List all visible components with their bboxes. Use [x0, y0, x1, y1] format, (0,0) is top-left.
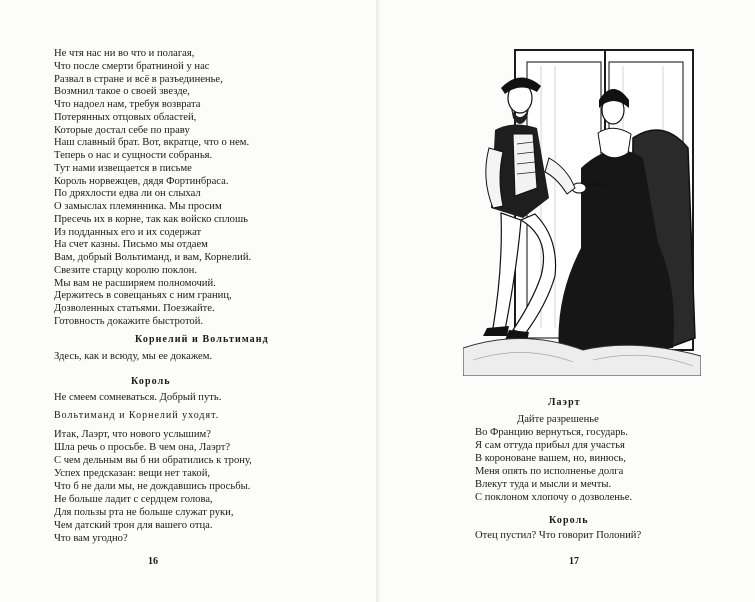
verse-line: Во Францию вернуться, государь. [475, 427, 628, 438]
stage-direction: Вольтиманд и Корнелий уходят. [54, 410, 220, 421]
speaker-name: Король [549, 515, 589, 526]
verse-line: Дайте разрешенье [517, 414, 599, 425]
verse-line: Шла речь о просьбе. В чем она, Лаэрт? [54, 442, 231, 453]
verse-line: С поклоном хлопочу о дозволенье. [475, 492, 633, 503]
illustration-king-and-queen [463, 38, 701, 376]
verse-line: Из подданных его и их содержат [54, 226, 202, 238]
speaker-name: Лаэрт [548, 397, 581, 408]
verse-line: Свезите старцу королю поклон. [54, 264, 197, 276]
verse-line: Потерянных отцовых областей, [54, 111, 197, 123]
verse-line: Успех предсказан: вещи нет такой, [54, 468, 211, 479]
verse-line: В короноване вашем, но, винюсь, [475, 453, 626, 464]
verse-line: На счет казны. Письмо мы отдаем [54, 239, 208, 251]
verse-line: Пресечь их в корне, так как войско сплошь [54, 213, 248, 225]
verse-line: Тут нами извещается в письме [54, 162, 192, 174]
verse-line: Которые достал себе по праву [54, 124, 190, 136]
verse-line: Не чтя нас ни во что и полагая, [54, 48, 195, 59]
verse-line: Готовность докажите быстротой. [54, 315, 204, 327]
page-number: 16 [148, 556, 158, 567]
verse-line: Отец пустил? Что говорит Полоний? [475, 530, 642, 541]
verse-line: Здесь, как и всюду, мы ее докажем. [54, 351, 213, 362]
verse-line: С чем дельным вы б ни обратились к трону, [54, 455, 252, 466]
verse-line: Итак, Лаэрт, что нового услышим? [54, 429, 211, 440]
verse-line: Чем датский трон для вашего отца. [54, 520, 213, 531]
verse-line: Дозволенных статьями. Поезжайте. [54, 303, 215, 314]
verse-line: Я сам оттуда прибыл для участья [475, 440, 625, 451]
verse-line: Теперь о нас и сущности собранья. [54, 150, 213, 161]
speaker-name: Корнелий и Вольтиманд [135, 334, 269, 345]
verse-line: Наш славный брат. Вот, вкратце, что о нем. [54, 137, 250, 149]
verse-line: Развал в стране и всё в разъединенье, [54, 73, 223, 85]
verse-line: Что после смерти братниной у нас [54, 60, 210, 72]
verse-line: Что вам угодно? [54, 533, 128, 544]
speaker-name: Король [131, 376, 171, 387]
verse-line: Меня опять по исполненье долга [475, 466, 624, 477]
verse-line: О замыслах племянника. Мы просим [54, 201, 222, 212]
verse-line: Не больше ладит с сердцем голова, [54, 494, 213, 505]
verse-line: Вам, добрый Вольтиманд, и вам, Корнелий. [54, 252, 252, 263]
verse-line: Возмнил такое о своей звезде, [54, 86, 190, 98]
verse-line: Мы вам не расширяем полномочий. [54, 277, 216, 289]
verse-line: Для пользы рта не больше служат руки, [54, 507, 234, 518]
verse-line: Не смеем сомневаться. Добрый путь. [54, 392, 222, 403]
right-page [379, 0, 755, 602]
page-number: 17 [569, 556, 579, 567]
verse-line: Держитесь в совещаньях с ним границ, [54, 290, 232, 302]
verse-line: Что б не дали мы, не дождавшись просьбы. [54, 481, 251, 492]
left-page [0, 0, 376, 602]
verse-line: Король норвежцев, дядя Фортинбраса. [54, 175, 229, 187]
verse-line: Что надоел нам, требуя возврата [54, 99, 201, 110]
verse-line: По дряхлости едва ли он слыхал [54, 188, 201, 200]
verse-line: Влекут туда и мысли и мечты. [475, 479, 612, 490]
